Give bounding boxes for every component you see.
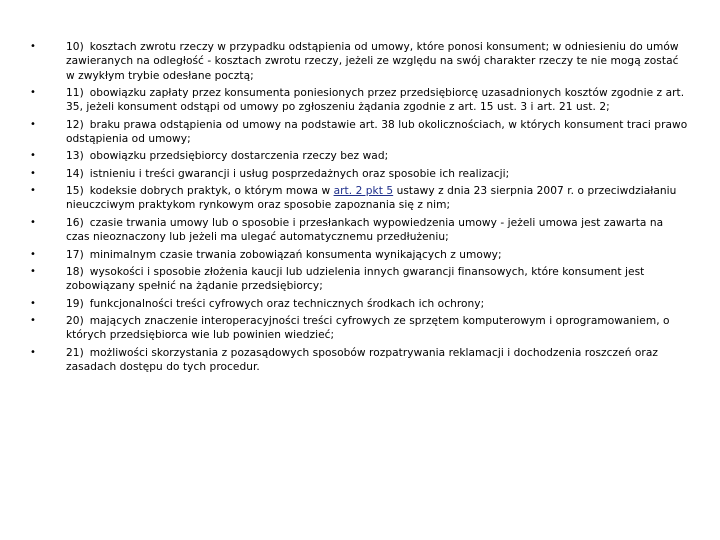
item-number: 13) xyxy=(66,150,84,163)
item-text: braku prawa odstąpienia od umowy na podstawie art. 38 lub okolicznościach, w których konsument traci prawo odstąpienia od umowy; xyxy=(66,118,688,145)
item-text: minimalnym czasie trwania zobowiązań konsumenta wynikających z umowy; xyxy=(89,248,502,261)
item-number: 20) xyxy=(66,314,84,327)
list-item xyxy=(30,118,690,147)
law-reference-link[interactable]: art. 2 pkt 5 xyxy=(333,185,394,198)
bullet-icon: • xyxy=(30,314,36,326)
bullet-icon: • xyxy=(30,41,36,52)
item-number: 19) xyxy=(66,297,84,310)
item-text: istnieniu i treści gwarancji i usług posprzedażnych oraz sposobie ich realizacji; xyxy=(89,167,510,180)
list-item xyxy=(30,184,690,213)
list-item xyxy=(30,86,690,115)
item-number: 17) xyxy=(66,248,84,261)
bullet-list xyxy=(30,40,690,377)
item-text: mających znaczenie interoperacyjności treści cyfrowych ze sprzętem komputerowym i oprogramowaniem, o których przedsiębiorca wie lub powinien wiedzieć; xyxy=(66,314,670,342)
bullet-icon: • xyxy=(30,185,36,197)
list-item xyxy=(30,297,690,311)
item-text: obowiązku zapłaty przez konsumenta poniesionych przez przedsiębiorcę uzasadnionych kosztów zgodnie z art. 35, jeżeli konsument odstąpi od umowy po zgłoszeniu żądania zgodnie z art. 15 ust. 3 i art. 21 ust. 2; xyxy=(66,86,685,114)
bullet-icon: • xyxy=(30,248,36,260)
item-number: 10) xyxy=(66,41,84,53)
item-number: 18) xyxy=(66,265,84,278)
bullet-icon: • xyxy=(30,86,36,98)
item-text: kodeksie dobrych praktyk, o którym mowa w xyxy=(89,185,334,198)
bullet-icon: • xyxy=(30,265,36,277)
bullet-icon: • xyxy=(30,346,36,358)
item-text: funkcjonalności treści cyfrowych oraz technicznych środkach ich ochrony; xyxy=(89,297,485,310)
list-item xyxy=(30,248,690,262)
item-text: możliwości skorzystania z pozasądowych sposobów rozpatrywania reklamacji i dochodzenia roszczeń oraz zasadach dostępu do tych procedur. xyxy=(66,346,658,373)
list-item xyxy=(30,346,690,375)
list-item xyxy=(30,149,690,163)
list-item xyxy=(30,167,690,181)
item-text: czasie trwania umowy lub o sposobie i przesłankach wypowiedzenia umowy - jeżeli umowa jest zawarta na czas nieoznaczony lub jeżeli ma ulegać automatycznemu przedłużeniu; xyxy=(66,216,664,244)
bullet-icon: • xyxy=(30,118,36,130)
item-number: 21) xyxy=(66,346,84,359)
item-text: wysokości i sposobie złożenia kaucji lub udzielenia innych gwarancji finansowych, które konsument jest zobowiązany spełnić na żądanie przedsiębiorcy; xyxy=(66,265,645,293)
bullet-icon: • xyxy=(30,167,36,179)
bullet-icon: • xyxy=(30,297,36,309)
bullet-icon: • xyxy=(30,216,36,228)
list-item xyxy=(30,314,690,343)
item-text-continued: ustawy z dnia 23 sierpnia 2007 r. o przeciwdziałaniu nieuczciwym praktykom rynkowym oraz sposobie zapoznania się z nim; xyxy=(66,185,677,212)
list-item xyxy=(30,216,690,245)
item-number: 14) xyxy=(66,167,84,180)
item-text: kosztach zwrotu rzeczy w przypadku odstąpienia od umowy, które ponosi konsument; w odniesieniu do umów zawieranych na odległość - kosztach zwrotu rzeczy, jeżeli ze względu na swój charakter rzeczy te nie mogą zostać w zwykłym trybie odesłane pocztą; xyxy=(66,41,679,82)
item-number: 11) xyxy=(66,86,84,99)
item-number: 12) xyxy=(66,118,84,131)
bullet-icon: • xyxy=(30,150,36,162)
item-text: obowiązku przedsiębiorcy dostarczenia rzeczy bez wad; xyxy=(89,150,389,163)
list-item xyxy=(30,40,690,83)
item-number: 16) xyxy=(66,216,84,229)
item-number: 15) xyxy=(66,185,84,198)
list-item xyxy=(30,265,690,294)
